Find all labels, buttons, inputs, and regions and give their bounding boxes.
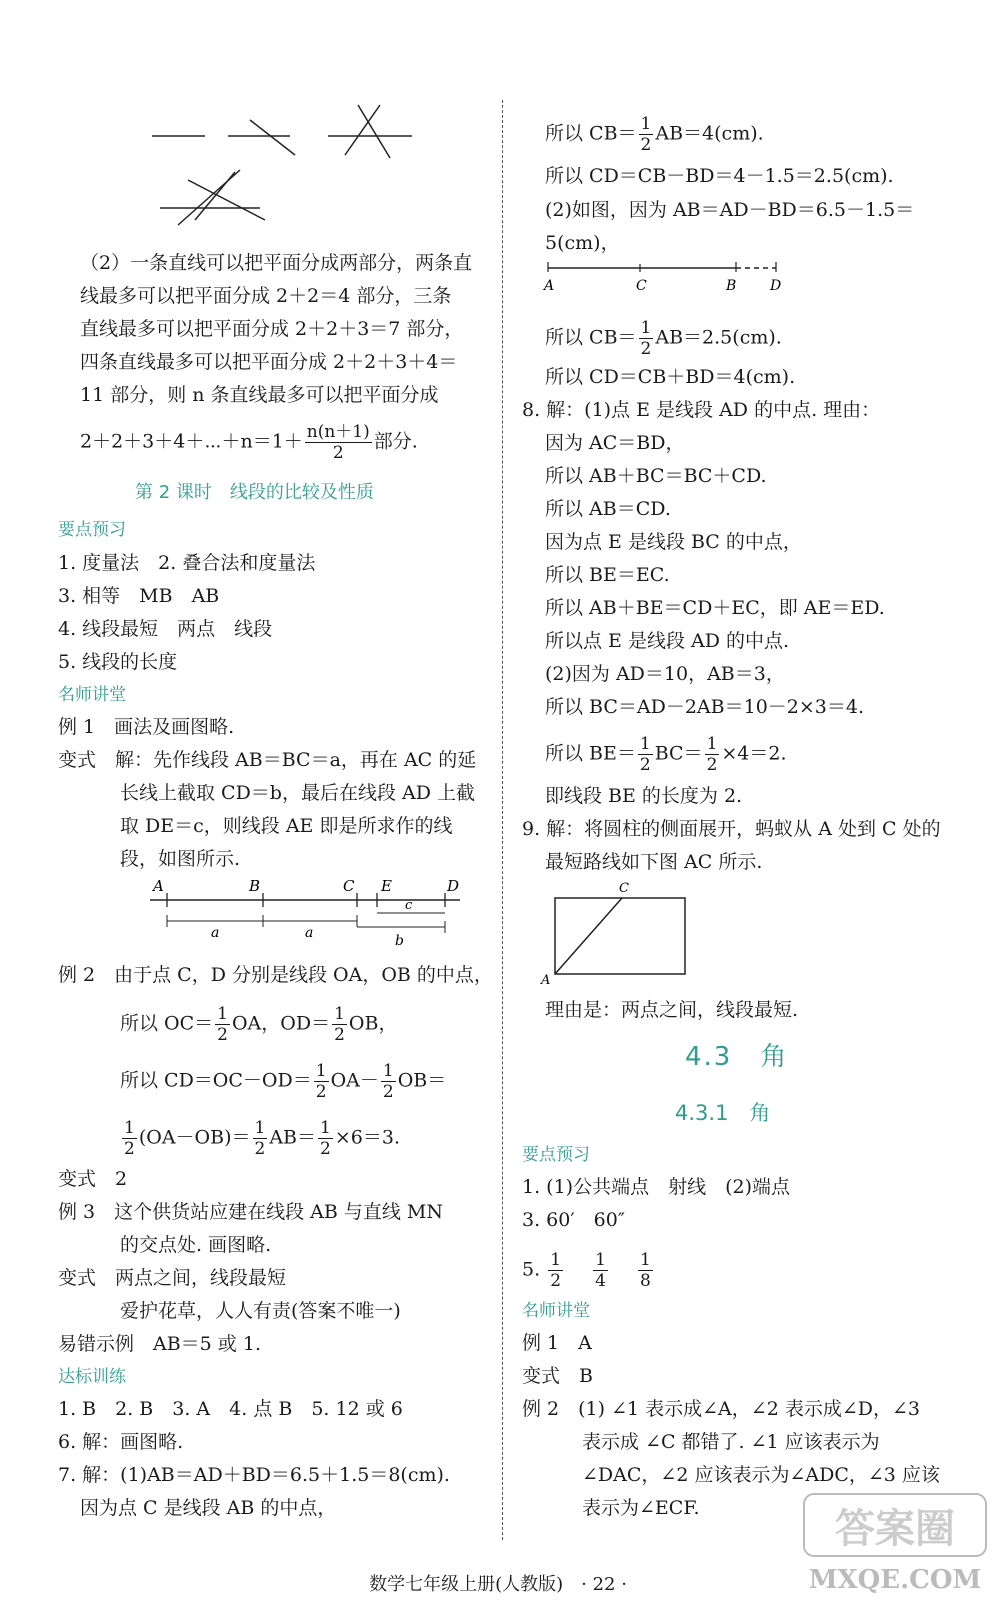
- chapter-heading: 4.3 角: [685, 1042, 789, 1072]
- answer-formula: $\frac{1}{2}$ (OA－OB)＝ $\frac{1}{2}$ AB＝ $\frac{1}{2}$ ×6＝3.: [124, 1118, 400, 1159]
- answer-text: （2）一条直线可以把平面分成两部分，两条直: [80, 252, 473, 274]
- answer-text: 变式 解：先作线段 AB＝BC＝a，再在 AC 的延: [58, 749, 477, 771]
- answer-text: 段，如图所示.: [120, 848, 241, 870]
- answer-formula: 所以 BE＝ $\frac{1}{2}$ BC＝ $\frac{1}{2}$ ×4＝2.: [545, 734, 787, 775]
- answer-text: 直线最多可以把平面分成 2＋2＋3＝7 部分，: [80, 318, 464, 340]
- watermark-text: 答案圈: [835, 1505, 955, 1552]
- answer-text: 1. 度量法 2. 叠合法和度量法: [58, 552, 316, 574]
- answer-text: 所以 BC＝AD－2AB＝10－2×3＝4.: [545, 696, 865, 718]
- answer-text: 表示为∠ECF.: [582, 1497, 700, 1519]
- point-label: A: [153, 877, 164, 895]
- answer-text: 所以 AB＋BC＝BC＋CD.: [545, 465, 767, 487]
- answer-text: 5(cm)，: [545, 232, 620, 254]
- answer-text: 例 2 (1) ∠1 表示成∠A，∠2 表示成∠D，∠3: [522, 1398, 920, 1420]
- answer-formula: 所以 OC＝ $\frac{1}{2}$ OA，OD＝ $\frac{1}{2}$ OB，: [120, 1004, 398, 1045]
- answer-text: ∠DAC，∠2 应该表示为∠ADC，∠3 应该: [582, 1464, 940, 1486]
- page-footer: 数学七年级上册(人教版) · 22 ·: [369, 1574, 627, 1595]
- point-label: A: [544, 278, 555, 294]
- section-heading: 要点预习: [522, 1145, 590, 1165]
- column-divider: [502, 100, 503, 1540]
- answer-formula: 2＋2＋3＋4＋⋯＋n＝1＋ $\frac{n(n+1)}{2}$ 部分.: [80, 422, 418, 463]
- answer-text: (2)如图，因为 AB＝AD－BD＝6.5－1.5＝: [545, 199, 915, 221]
- point-label: B: [249, 877, 261, 895]
- answer-text: 所以 AB＝CD.: [545, 498, 671, 520]
- point-label: C: [636, 278, 647, 294]
- answer-text: 3. 相等 MB AB: [58, 585, 220, 607]
- answer-text: 因为 AC＝BD，: [545, 432, 685, 454]
- length-label: a: [305, 925, 314, 941]
- answer-text: 7. 解：(1)AB＝AD＋BD＝6.5＋1.5＝8(cm).: [58, 1464, 450, 1486]
- answer-text: 易错示例 AB＝5 或 1.: [58, 1333, 261, 1355]
- answer-text: 爱护花草，人人有责(答案不唯一): [120, 1300, 401, 1322]
- answer-text: 的交点处. 画图略.: [120, 1234, 272, 1256]
- section-title: 4.3.1 角: [675, 1101, 771, 1125]
- point-label: C: [343, 877, 355, 895]
- answer-text: 3. 60′ 60″: [522, 1209, 625, 1231]
- point-label: A: [541, 973, 551, 988]
- point-label: C: [619, 881, 629, 896]
- answer-text: 表示成 ∠C 都错了. ∠1 应该表示为: [582, 1431, 880, 1453]
- answer-text: 长线上截取 CD＝b，最后在线段 AD 上截: [120, 782, 476, 804]
- section-heading: 达标训练: [58, 1367, 126, 1387]
- answer-text: 所以 CD＝CB＋BD＝4(cm).: [545, 366, 796, 388]
- length-label: b: [395, 933, 404, 949]
- answer-text: 4. 线段最短 两点 线段: [58, 618, 273, 640]
- answer-text: 例 2 由于点 C，D 分别是线段 OA，OB 的中点，: [58, 964, 493, 986]
- answer-text: 例 3 这个供货站应建在线段 AB 与直线 MN: [58, 1201, 444, 1223]
- section-heading: 名师讲堂: [522, 1301, 590, 1321]
- answer-text: 1. B 2. B 3. A 4. 点 B 5. 12 或 6: [58, 1398, 403, 1420]
- answer-text: 所以 AB＋BE＝CD＋EC，即 AE＝ED.: [545, 597, 885, 619]
- answer-formula: 所以 CB＝ $\frac{1}{2}$ AB＝4(cm).: [545, 114, 764, 155]
- answer-text: 5. 线段的长度: [58, 651, 178, 673]
- answer-text: 因为点 E 是线段 BC 的中点，: [545, 531, 802, 553]
- length-label: c: [405, 898, 413, 913]
- answer-text: 11 部分，则 n 条直线最多可以把平面分成: [80, 384, 439, 406]
- answer-text: 最短路线如下图 AC 所示.: [545, 851, 763, 873]
- answer-formula: 所以 CD＝OC－OD＝ $\frac{1}{2}$ OA－ $\frac{1}{2}$ OB＝: [120, 1061, 447, 1102]
- point-label: D: [770, 278, 782, 294]
- answer-text: 例 1 A: [522, 1332, 592, 1354]
- watermark-url: MXQE.COM: [808, 1565, 982, 1595]
- answer-text: 所以 BE＝EC.: [545, 564, 670, 586]
- section-heading: 名师讲堂: [58, 685, 126, 705]
- segment-figure-2: [540, 258, 800, 300]
- point-label: E: [381, 877, 392, 895]
- answer-text: 线最多可以把平面分成 2＋2＝4 部分，三条: [80, 285, 452, 307]
- answer-text: 8. 解：(1)点 E 是线段 AD 的中点. 理由：: [522, 399, 881, 421]
- line-division-figures: [140, 100, 430, 235]
- segment-construction-figure: [145, 875, 465, 955]
- answer-text: 所以 CD＝CB－BD＝4－1.5＝2.5(cm).: [545, 165, 894, 187]
- cylinder-unfold-figure: [535, 878, 705, 988]
- answer-text: 例 1 画法及画图略.: [58, 716, 235, 738]
- point-label: B: [726, 278, 737, 294]
- answer-text: 变式 B: [522, 1365, 593, 1387]
- answer-text: (2)因为 AD＝10，AB＝3，: [545, 663, 785, 685]
- length-label: a: [211, 925, 220, 941]
- lesson-title: 第 2 课时 线段的比较及性质: [135, 482, 374, 503]
- answer-text: 取 DE＝c，则线段 AE 即是所求作的线: [120, 815, 453, 837]
- answer-formula: 所以 CB＝ $\frac{1}{2}$ AB＝2.5(cm).: [545, 318, 782, 359]
- answer-text: 6. 解：画图略.: [58, 1431, 184, 1453]
- answer-text: 因为点 C 是线段 AB 的中点，: [80, 1497, 337, 1519]
- answer-text: 变式 2: [58, 1168, 128, 1190]
- answer-text: 四条直线最多可以把平面分成 2＋2＋3＋4＝: [80, 351, 458, 373]
- answer-text: 即线段 BE 的长度为 2.: [545, 785, 743, 807]
- section-heading: 要点预习: [58, 520, 126, 540]
- answer-text: 所以点 E 是线段 AD 的中点.: [545, 630, 790, 652]
- answer-text: 1. (1)公共端点 射线 (2)端点: [522, 1176, 790, 1198]
- answer-formula: 5. $\frac{1}{2}$ $\frac{1}{4}$ $\frac{1}{8}$: [522, 1250, 651, 1291]
- answer-text: 变式 两点之间，线段最短: [58, 1267, 287, 1289]
- answer-text: 理由是：两点之间，线段最短.: [545, 999, 799, 1021]
- point-label: D: [447, 877, 460, 895]
- answer-text: 9. 解：将圆柱的侧面展开，蚂蚁从 A 处到 C 处的: [522, 818, 941, 840]
